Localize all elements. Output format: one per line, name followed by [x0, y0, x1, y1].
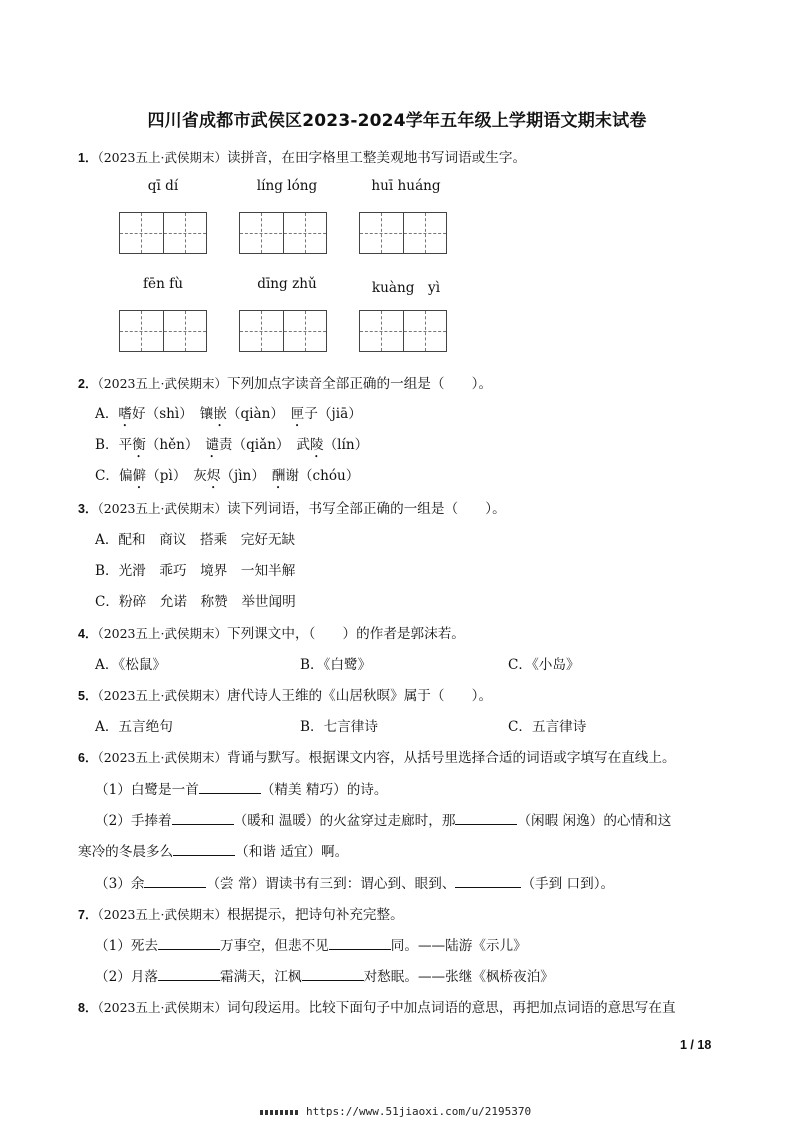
word-text: （jìn）	[220, 468, 259, 484]
answer-blank[interactable]	[158, 968, 220, 981]
option-a[interactable]: A．《松鼠》	[95, 657, 166, 673]
tianzige-box[interactable]	[119, 310, 207, 352]
site-logo-icon	[260, 1110, 300, 1115]
question-number: 3．	[78, 502, 98, 516]
sentence-text: （3）余	[95, 876, 145, 892]
sentence-text: （手到 口到）。	[521, 876, 615, 892]
pinyin-label: qī dí	[147, 178, 179, 194]
word-text: （hěn）	[145, 437, 192, 453]
sentence-text: 对愁眠。——张继《枫桥夜泊》	[363, 969, 554, 985]
question-text: 根据提示，把诗句补充完整。	[227, 907, 404, 923]
sentence-2	[95, 809, 671, 829]
dotted-char: 酬	[271, 468, 286, 484]
pinyin-label: dīng zhǔ	[257, 276, 317, 292]
word-text: 子（jiā）	[304, 406, 362, 422]
question-text: 下列课文中，（ ）的作者是郭沫若。	[227, 626, 465, 642]
answer-blank[interactable]	[144, 875, 206, 888]
question-text: 读拼音，在田字格里工整美观地书写词语或生字。	[227, 150, 527, 166]
question-5	[78, 684, 492, 704]
answer-blank[interactable]	[173, 843, 235, 856]
answer-blank[interactable]	[455, 875, 521, 888]
option-c[interactable]: C．五言律诗	[508, 719, 587, 735]
word-text: 责（qiǎn）	[218, 437, 283, 453]
source-tag: （2023五上·武侯期末）	[97, 750, 227, 765]
source-tag: （2023五上·武侯期末）	[97, 907, 227, 922]
sentence-text: （暖和 温暖）的火盆穿过走廊时，那	[233, 813, 456, 829]
word-text: 偏	[119, 468, 133, 484]
tianzige-box[interactable]	[359, 212, 447, 254]
source-tag: （2023五上·武侯期末）	[97, 626, 227, 641]
question-4	[78, 622, 465, 642]
option-b[interactable]: B．《白鹭》	[300, 657, 372, 673]
sentence-text: 寒冷的冬晨多么	[78, 844, 174, 860]
answer-blank[interactable]	[199, 781, 261, 794]
sentence-text: （闲暇 闲逸）的心情和这	[517, 813, 672, 829]
answer-blank[interactable]	[158, 937, 220, 950]
word-text: （qiàn）	[226, 406, 278, 422]
sentence-text: （尝 常）谓读书有三到：谓心到、眼到、	[206, 876, 456, 892]
dotted-char: 衡	[132, 437, 146, 453]
question-3	[78, 497, 506, 517]
footer-url[interactable]: https://www.51jiaoxi.com/u/2195370	[306, 1105, 532, 1118]
dotted-char: 僻	[132, 468, 147, 484]
question-6	[78, 746, 676, 766]
poem-line-1	[95, 934, 527, 954]
word-text: 好（shì）	[132, 406, 187, 422]
page-title: 四川省成都市武侯区2023-2024学年五年级上学期语文期末试卷	[147, 111, 647, 131]
dotted-char: 烬	[206, 468, 221, 484]
word-text: 镶	[199, 406, 214, 422]
option-c[interactable]: C．《小岛》	[508, 657, 580, 673]
source-tag: （2023五上·武侯期末）	[97, 501, 227, 516]
tianzige-box[interactable]	[359, 310, 447, 352]
question-1	[78, 146, 526, 166]
tianzige-box[interactable]	[119, 212, 207, 254]
pinyin-label: fēn fù	[143, 276, 183, 292]
question-number: 4．	[78, 627, 98, 641]
question-7	[78, 903, 404, 923]
question-number: 7．	[78, 908, 98, 922]
sentence-text: 万事空，但悲不见	[220, 938, 329, 954]
option-c[interactable]: C．粉碎 允诺 称赞 举世闻明	[95, 594, 296, 610]
sentence-text: （2）月落	[95, 969, 159, 985]
page-number: 1 / 18	[680, 1038, 712, 1052]
pinyin-label: kuàng yì	[371, 280, 441, 296]
question-text: 背诵与默写。根据课文内容，从括号里选择合适的词语或字填写在直线上。	[227, 750, 676, 766]
source-tag: （2023五上·武侯期末）	[97, 688, 227, 703]
pinyin-label: huī huáng	[371, 178, 441, 194]
footer	[260, 1105, 531, 1118]
sentence-3	[95, 872, 614, 892]
question-number: 5．	[78, 689, 98, 703]
source-tag: （2023五上·武侯期末）	[97, 150, 227, 165]
sentence-text: （精美 精巧）的诗。	[260, 782, 388, 798]
question-text: 下列加点字读音全部正确的一组是（ ）。	[227, 376, 493, 392]
question-text: 唐代诗人王维的《山居秋暝》属于（ ）。	[227, 688, 493, 704]
dotted-char: 嵌	[213, 406, 227, 422]
word-text: 武	[296, 437, 310, 453]
tianzige-box[interactable]	[239, 212, 327, 254]
tianzige-box[interactable]	[239, 310, 327, 352]
sentence-text: （和谐 适宜）啊。	[235, 844, 349, 860]
question-number: 8．	[78, 1001, 98, 1015]
option-c[interactable]	[95, 464, 359, 492]
sentence-text: （1）白鹭是一首	[95, 782, 199, 798]
question-number: 1．	[78, 151, 98, 165]
sentence-text: （2）手捧着	[95, 813, 172, 829]
option-a[interactable]: A．五言绝句	[95, 719, 173, 735]
dotted-char: 谴	[205, 437, 219, 453]
dotted-char: 嗜	[118, 406, 133, 422]
sentence-text: 同。——陆游《示儿》	[390, 938, 527, 954]
option-label: B．	[95, 437, 119, 453]
word-text: 平	[118, 437, 133, 453]
source-tag: （2023五上·武侯期末）	[97, 376, 227, 391]
option-a[interactable]: A．配和 商议 搭乘 完好无缺	[95, 532, 296, 548]
word-text: （lín）	[323, 437, 369, 453]
question-number: 2．	[78, 377, 98, 391]
answer-blank[interactable]	[455, 812, 517, 825]
dotted-char: 陵	[310, 437, 324, 453]
answer-blank[interactable]	[302, 968, 364, 981]
word-text: （pì）	[146, 468, 180, 484]
sentence-text: 霜满天，江枫	[220, 969, 302, 985]
option-b[interactable]: B．光滑 乖巧 境界 一知半解	[95, 563, 296, 579]
question-text: 词句段运用。比较下面句子中加点词语的意思，再把加点词语的意思写在直	[227, 1000, 676, 1016]
sentence-1	[95, 778, 387, 798]
poem-line-2	[95, 965, 554, 985]
option-label: C．	[95, 468, 119, 484]
question-number: 6．	[78, 751, 98, 765]
word-text: 谢（chóu）	[285, 468, 360, 484]
sentence-2-cont	[78, 840, 348, 860]
word-text: 灰	[193, 468, 207, 484]
source-tag: （2023五上·武侯期末）	[97, 1000, 227, 1015]
option-b[interactable]: B．七言律诗	[300, 719, 378, 735]
sentence-text: （1）死去	[95, 938, 159, 954]
question-text: 读下列词语，书写全部正确的一组是（ ）。	[227, 501, 506, 517]
question-2	[78, 372, 492, 392]
option-a[interactable]	[95, 402, 362, 430]
option-label: A．	[95, 406, 119, 422]
question-8	[78, 996, 676, 1016]
option-b[interactable]	[95, 433, 368, 461]
pinyin-label: líng lóng	[256, 178, 318, 194]
dotted-char: 匣	[290, 406, 305, 422]
answer-blank[interactable]	[329, 937, 391, 950]
answer-blank[interactable]	[172, 812, 234, 825]
